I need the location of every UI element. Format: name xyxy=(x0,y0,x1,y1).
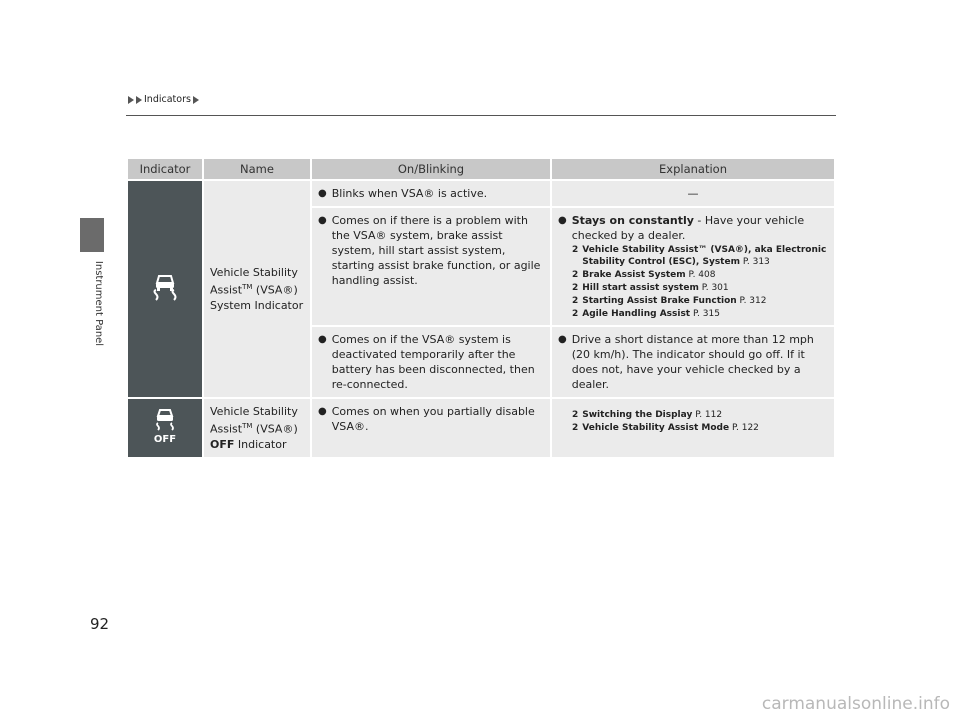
vsa-off-indicator-icon-cell xyxy=(128,399,202,457)
cross-reference-link[interactable]: 2 Starting Assist Brake Function P. 312 xyxy=(572,296,767,306)
vsa-battery-condition: ● Comes on if the VSA® system is deactivated temporarily after the battery has been disconnected, then re-connected. xyxy=(312,327,550,397)
vsa-blink-explanation: — xyxy=(552,181,834,206)
cross-reference-link[interactable]: 2 Switching the Display P. 112 xyxy=(572,410,723,420)
cross-reference-link[interactable]: 2 Agile Handling Assist P. 315 xyxy=(572,309,720,319)
vsa-problem-condition: ● Comes on if there is a problem with the VSA® system, brake assist system, hill start assist system, starting assist brake function, or agile handling assist. xyxy=(312,208,550,325)
header-indicator: Indicator xyxy=(128,159,202,179)
header-rule xyxy=(126,115,836,116)
vsa-blink-condition: ● Blinks when VSA® is active. xyxy=(312,181,550,206)
header-name: Name xyxy=(204,159,310,179)
vsa-off-indicator-name: Vehicle Stability Assist™ (VSA®) OFF Indicator xyxy=(204,399,310,457)
header-on-blinking: On/Blinking xyxy=(312,159,550,179)
cross-reference-link[interactable]: 2 Vehicle Stability Assist™ (VSA®), aka Electronic Stability Control (ESC), System P. 313 xyxy=(572,245,827,267)
breadcrumb-arrow-icon xyxy=(128,96,134,104)
cross-reference-link[interactable]: 2 Hill start assist system P. 301 xyxy=(572,283,729,293)
table-row xyxy=(128,181,834,206)
section-tab xyxy=(80,218,104,252)
table-row xyxy=(128,399,834,457)
svg-text:OFF: OFF xyxy=(153,433,177,444)
vsa-off-explanation xyxy=(552,399,834,457)
breadcrumb-arrow-icon xyxy=(193,96,199,104)
vsa-problem-explanation: ● Stays on constantly - Have your vehicle checked by a dealer. 2 Vehicle Stability Assist™ (VSA®), aka Electronic Stability Control (ESC), System P. 313 2 Brake Assist System P. 408 2 Hill start assist system P. 301 2 Starting Assist Brake Function P. 312 2 Agile Handling Assist P. 315 xyxy=(552,208,834,325)
vsa-indicator-icon-cell xyxy=(128,181,202,397)
vsa-battery-explanation: ● Drive a short distance at more than 12 mph (20 km/h). The indicator should go off. If it does not, have your vehicle checked by a dealer. xyxy=(552,327,834,397)
watermark: carmanualsonline.info xyxy=(761,694,950,714)
breadcrumb-arrow-icon xyxy=(136,96,142,104)
vsa-off-icon xyxy=(150,408,180,444)
breadcrumb-label: Indicators xyxy=(144,94,191,105)
indicator-table xyxy=(126,157,836,459)
page-number: 92 xyxy=(90,615,110,633)
cross-reference-link[interactable]: 2 Vehicle Stability Assist Mode P. 122 xyxy=(572,423,759,433)
table-header-row xyxy=(128,159,834,179)
vsa-off-condition: ● Comes on when you partially disable VSA®. xyxy=(312,399,550,457)
vsa-indicator-name: Vehicle Stability Assist™ (VSA®) System Indicator xyxy=(204,181,310,397)
section-tab-label: Instrument Panel xyxy=(93,260,105,347)
header-explanation: Explanation xyxy=(552,159,834,179)
breadcrumb xyxy=(128,94,199,105)
cross-reference-link[interactable]: 2 Brake Assist System P. 408 xyxy=(572,270,716,280)
vsa-skid-icon xyxy=(150,272,180,302)
